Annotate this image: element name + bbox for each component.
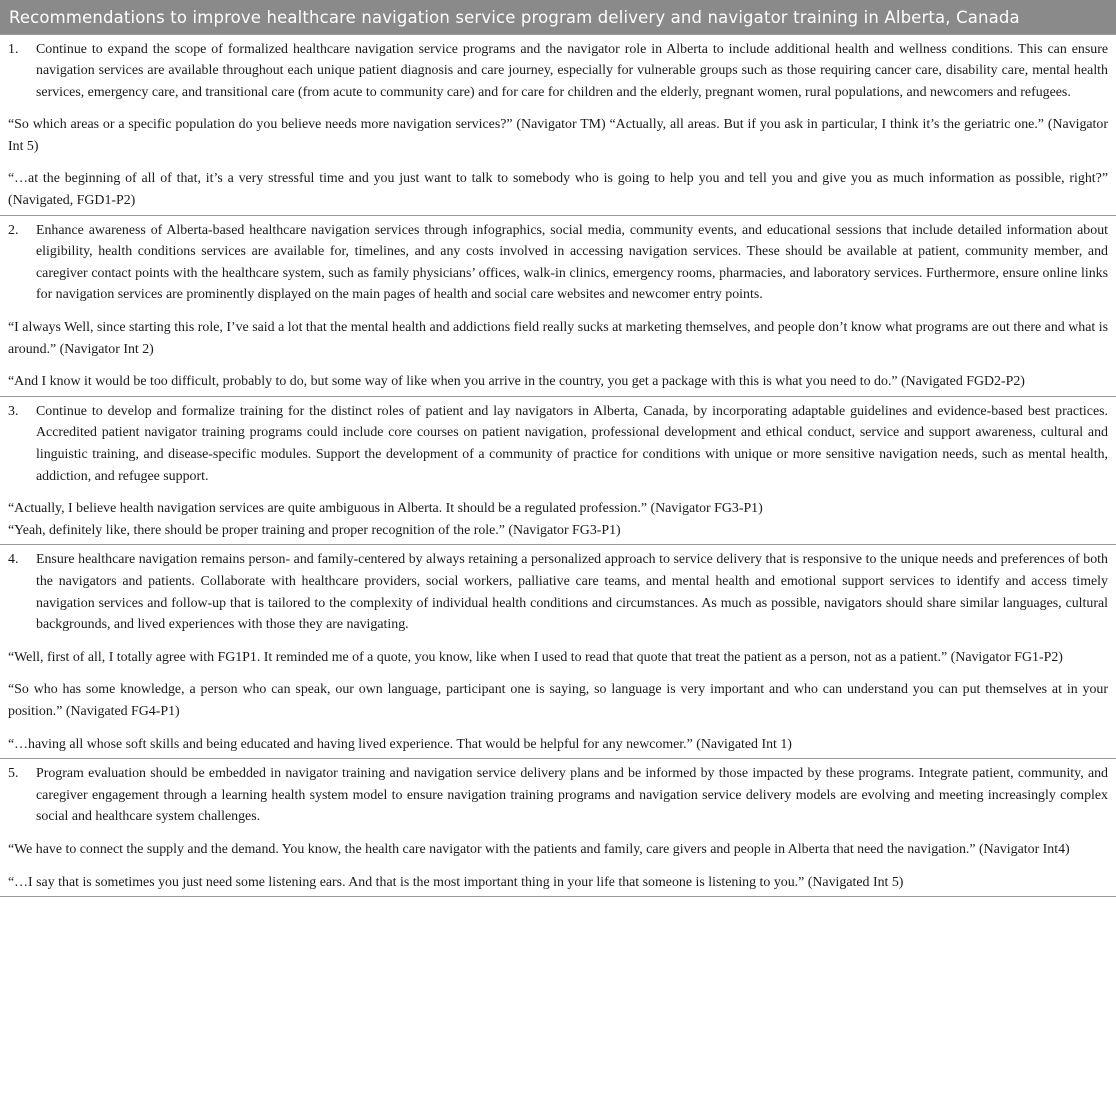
participant-quote: “So which areas or a specific population do you believe needs more navigation services?” (Navigator TM) “Actually, all areas. But if you ask in particular, I think it’s the geriatric one.” (Navigator Int 5) [8,117,1108,154]
participant-quote: “…having all whose soft skills and being educated and having lived experience. That would be helpful for any newcomer.” (Navigated Int 1) [8,736,792,752]
table-row [0,35,1116,216]
recommendation-text: Continue to expand the scope of formalized healthcare navigation service programs and the navigator role in Alberta to include additional health and wellness conditions. This can ensure navigation services are available throughout each unique patient diagnosis and care journey, especially for vulnerable groups such as those requiring cancer care, disability care, mental health services, emergency care, and transitional care (from acute to community care) and for care for children and the elderly, pregnant women, rural populations, and newcomers and refugees. [36,41,1108,100]
participant-quote: “Well, first of all, I totally agree with FG1P1. It reminded me of a quote, you know, like when I used to read that quote that treat the patient as a person, not as a patient.” (Navigator FG1-P2) [8,649,1063,665]
recommendation-number: 3. [8,403,19,419]
table-row [0,216,1116,397]
participant-quote: “I always Well, since starting this role, I’ve said a lot that the mental health and addictions field really sucks at marketing themselves, and people don’t know what programs are out there and what is around.” (Navigator Int 2) [8,320,1108,357]
table-row [0,545,1116,759]
participant-quote: “And I know it would be too difficult, probably to do, but some way of like when you arrive in the country, you get a package with this is what you need to do.” (Navigated FGD2-P2) [8,374,1025,390]
recommendation-text: Continue to develop and formalize training for the distinct roles of patient and lay navigators in Alberta, Canada, by incorporating adaptable guidelines and evidence-based best practices. Accredited patient navigator training programs could include core courses on patient navigation, professional development and ethical conduct, service and support awareness, cultural and linguistic training, and disease-specific modules. Support the development of a community of practice for conditions with unique or more sensitive navigation needs, such as mental health, addiction, and refugee support. [36,403,1108,484]
recommendation-text: Program evaluation should be embedded in navigator training and navigation service delivery plans and be informed by those impacted by these programs. Integrate patient, community, and caregiver engagement through a learning health system model to ensure navigation training programs and navigation service delivery models are evolving and meeting increasingly complex social and healthcare system challenges. [36,766,1108,825]
recommendation-number: 4. [8,552,19,568]
participant-quote: “Yeah, definitely like, there should be proper training and proper recognition of the role.” (Navigator FG3-P1) [8,522,621,538]
recommendation-text: Enhance awareness of Alberta-based healthcare navigation services through infographics, social media, community events, and educational sessions that include detailed information about eligibility, health conditions services are available for, timelines, and any costs involved in accessing navigation services. These should be available at patient, community member, and caregiver contact points with the healthcare system, such as family physicians’ offices, walk-in clinics, emergency rooms, pharmacies, and laboratory services. Furthermore, ensure online links for navigation services are prominently displayed on the main pages of health and social care websites and newcomer entry points. [36,222,1108,303]
table-row [0,397,1116,546]
recommendation-number: 1. [8,41,19,57]
participant-quote: “Actually, I believe health navigation services are quite ambiguous in Alberta. It should be a regulated profession.” (Navigator FG3-P1) [8,501,763,517]
participant-quote: “…at the beginning of all of that, it’s a very stressful time and you just want to talk to somebody who is going to help you and tell you and give you as much information as possible, right?” (Navigated, FGD1-P2) [8,171,1108,209]
recommendation-number: 2. [8,222,19,238]
participant-quote: “We have to connect the supply and the demand. You know, the health care navigator with the patients and family, care givers and people in Alberta that need the navigation.” (Navigator Int4) [8,841,1070,857]
participant-quote: “So who has some knowledge, a person who can speak, our own language, participant one is saying, so language is very important and who can understand you can put themselves at in your position.” (Navigated FG4-P1) [8,682,1108,719]
table-row [0,759,1116,897]
table-title: Recommendations to improve healthcare navigation service program delivery and navigator training in Alberta, Canada [0,0,1116,34]
recommendations-table [0,34,1116,898]
participant-quote: “…I say that is sometimes you just need some listening ears. And that is the most important thing in your life that someone is listening to you.” (Navigated Int 5) [8,874,904,890]
recommendation-number: 5. [8,766,19,782]
recommendation-text: Ensure healthcare navigation remains person- and family-centered by always retaining a personalized approach to service delivery that is responsive to the unique needs and preferences of both the navigators and patients. Collaborate with healthcare providers, social workers, palliative care teams, and mental health and emotional support services to identify and access timely navigation services and follow-up that is tailored to the complexity of individual health conditions and circumstances. As much as possible, navigators should share similar languages, cultural backgrounds, and lived experiences with those they are navigating. [36,552,1108,633]
